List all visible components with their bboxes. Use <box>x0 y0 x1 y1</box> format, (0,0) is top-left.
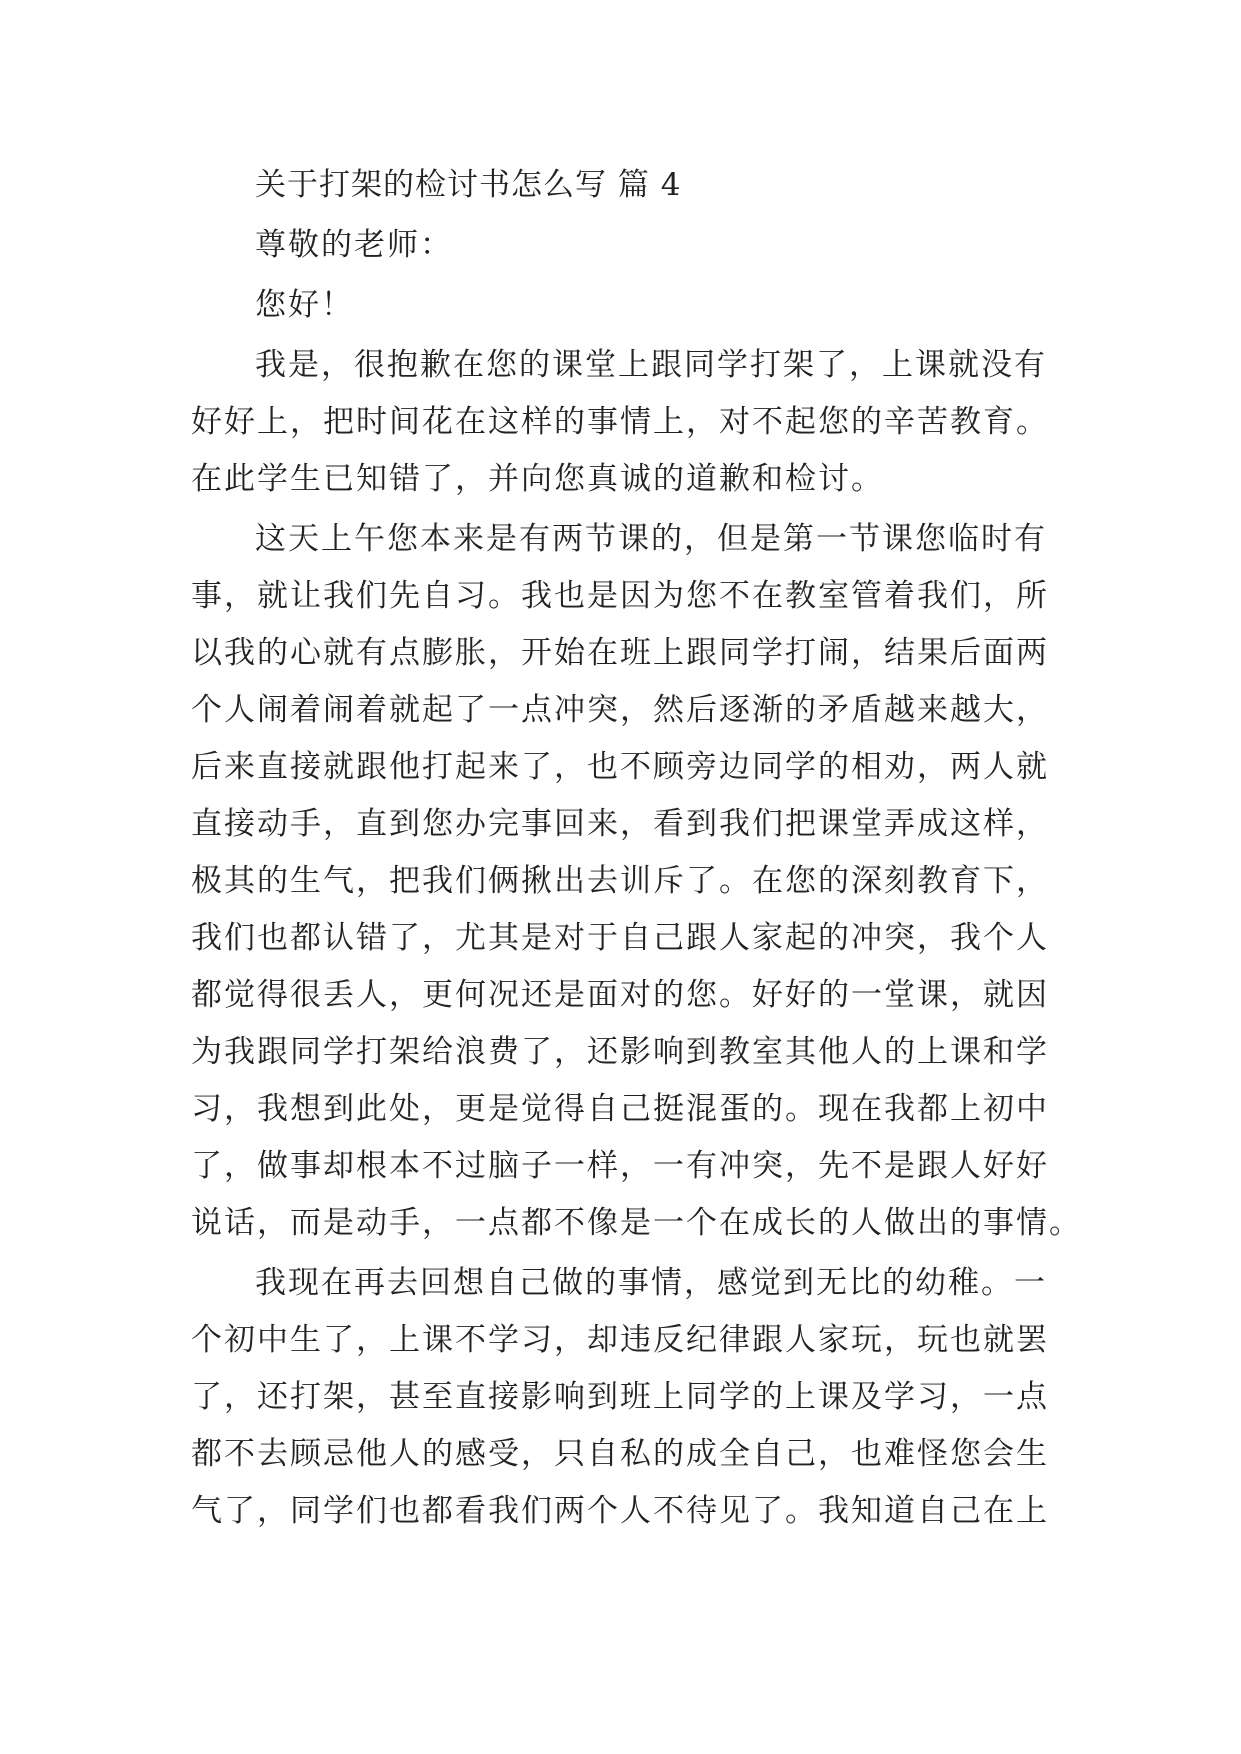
paragraph-line: 这天上午您本来是有两节课的，但是第一节课您临时有 <box>255 521 1047 557</box>
paragraph-line: 个人闹着闹着就起了一点冲突，然后逐渐的矛盾越来越大， <box>191 692 1049 728</box>
paragraph-line: 以我的心就有点膨胀，开始在班上跟同学打闹，结果后面两 <box>191 635 1049 671</box>
paragraph-line: 都不去顾忌他人的感受，只自私的成全自己，也难怪您会生 <box>191 1436 1049 1472</box>
salutation: 尊敬的老师： <box>255 227 453 263</box>
paragraph-line: 在此学生已知错了，并向您真诚的道歉和检讨。 <box>191 461 884 497</box>
paragraph-line: 气了，同学们也都看我们两个人不待见了。我知道自己在上 <box>191 1493 1049 1529</box>
paragraph-line: 为我跟同学打架给浪费了，还影响到教室其他人的上课和学 <box>191 1034 1049 1070</box>
paragraph-line: 我们也都认错了，尤其是对于自己跟人家起的冲突，我个人 <box>191 920 1049 956</box>
paragraph-line: 直接动手，直到您办完事回来，看到我们把课堂弄成这样， <box>191 806 1049 842</box>
paragraph-line: 个初中生了，上课不学习，却违反纪律跟人家玩，玩也就罢 <box>191 1322 1049 1358</box>
paragraph-line: 我是，很抱歉在您的课堂上跟同学打架了，上课就没有 <box>255 347 1047 383</box>
paragraph-line: 了，还打架，甚至直接影响到班上同学的上课及学习，一点 <box>191 1379 1049 1415</box>
paragraph-line: 习，我想到此处，更是觉得自己挺混蛋的。现在我都上初中 <box>191 1091 1049 1127</box>
greeting: 您好！ <box>255 287 354 323</box>
paragraph-line: 我现在再去回想自己做的事情，感觉到无比的幼稚。一 <box>255 1265 1047 1301</box>
paragraph-line: 极其的生气，把我们俩揪出去训斥了。在您的深刻教育下， <box>191 863 1049 899</box>
paragraph-line: 事，就让我们先自习。我也是因为您不在教室管着我们，所 <box>191 578 1049 614</box>
document-title: 关于打架的检讨书怎么写 篇 4 <box>255 167 682 203</box>
paragraph-line: 都觉得很丢人，更何况还是面对的您。好好的一堂课，就因 <box>191 977 1049 1013</box>
paragraph-line: 了，做事却根本不过脑子一样，一有冲突，先不是跟人好好 <box>191 1148 1049 1184</box>
paragraph-line: 好好上，把时间花在这样的事情上，对不起您的辛苦教育。 <box>191 404 1049 440</box>
paragraph-line: 后来直接就跟他打起来了，也不顾旁边同学的相劝，两人就 <box>191 749 1049 785</box>
paragraph-line: 说话，而是动手，一点都不像是一个在成长的人做出的事情。 <box>191 1205 1082 1241</box>
